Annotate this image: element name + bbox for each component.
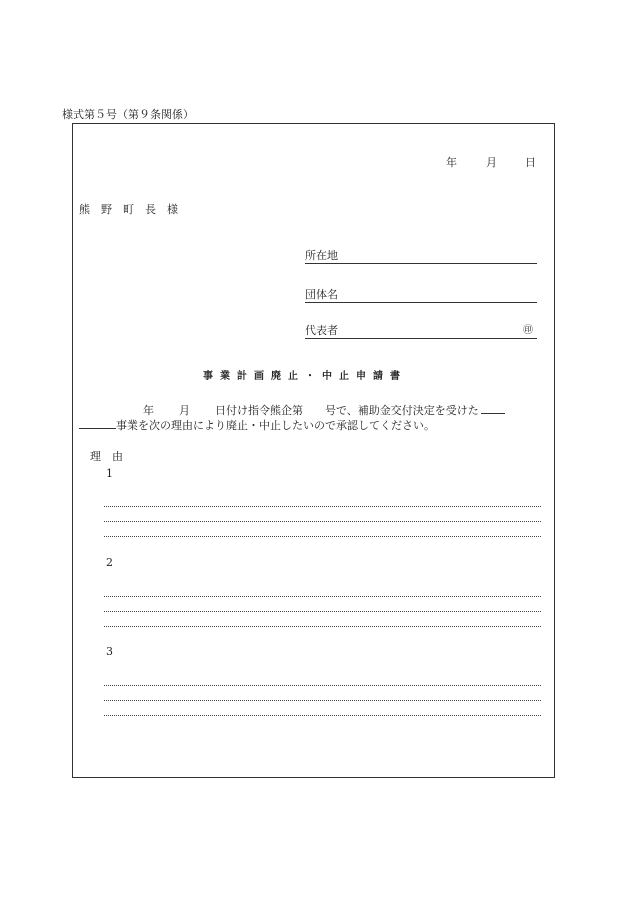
reason-1-line-3[interactable] [104, 536, 541, 537]
reason-3-line-1[interactable] [104, 685, 541, 686]
reason-2-line-3[interactable] [104, 626, 541, 627]
reason-label: 理 由 [90, 450, 123, 463]
seal-mark: ㊞ [523, 325, 533, 336]
document-title: 事業計画廃止・中止申請書 [203, 371, 407, 382]
reason-number-1: 1 [106, 467, 113, 480]
representative-field[interactable] [305, 324, 537, 339]
address-field[interactable] [305, 249, 537, 264]
project-name-blank-1[interactable] [481, 403, 505, 414]
date-month-label: 月 [486, 156, 497, 169]
organization-label: 団体名 [305, 288, 338, 301]
reason-3-line-2[interactable] [104, 700, 541, 701]
body-line-1 [79, 403, 505, 418]
date-year-label: 年 [446, 156, 457, 169]
project-name-blank-2[interactable] [79, 418, 116, 429]
reason-number-3: 3 [106, 645, 113, 658]
form-number: 様式第５号（第９条関係） [62, 108, 194, 121]
body-line1-text: 日付け指令熊企第 号で、補助金交付決定を受けた [215, 404, 479, 417]
organization-field[interactable] [305, 288, 537, 303]
reason-2-line-1[interactable] [104, 596, 541, 597]
addressee: 熊野町長様 [79, 203, 189, 216]
reason-number-2: 2 [106, 556, 113, 569]
body-line-2 [79, 418, 435, 433]
reason-1-line-1[interactable] [104, 506, 541, 507]
body-year-label: 年 [143, 404, 154, 417]
reason-2-line-2[interactable] [104, 611, 541, 612]
form-frame [72, 123, 555, 778]
body-line2-text: 事業を次の理由により廃止・中止したいので承認してください。 [116, 419, 435, 432]
address-label: 所在地 [305, 249, 338, 262]
representative-label: 代表者 [305, 324, 338, 337]
reason-1-line-2[interactable] [104, 521, 541, 522]
body-month-label: 月 [179, 404, 190, 417]
date-day-label: 日 [525, 156, 536, 169]
reason-3-line-3[interactable] [104, 715, 541, 716]
